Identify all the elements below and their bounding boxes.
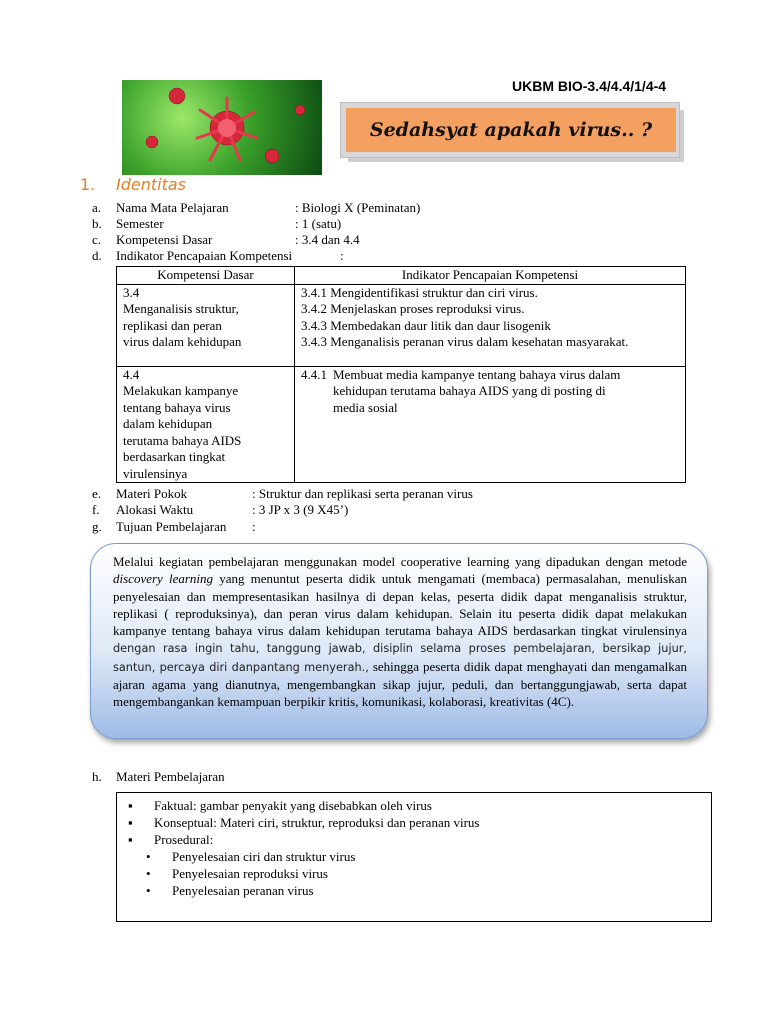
- list-item: • Penyelesaian ciri dan struktur virus: [146, 849, 356, 864]
- list-item: ▪ Konseptual: Materi ciri, struktur, reproduksi dan peranan virus: [128, 815, 480, 830]
- virus-illustration: [122, 80, 322, 175]
- banner-title: Sedahsyat apakah virus.. ?: [346, 108, 676, 152]
- section-title-text: Identitas: [116, 175, 186, 194]
- tujuan-paragraph: Melalui kegiatan pembelajaran menggunakan model cooperative learning yang dipadukan dengan metode discovery learning yang menuntut peserta didik untuk mengamati (membaca) permasalahan, menuliskan penyelesaian dan mempresentasikan hasilnya di depan kelas, peserta didik dapat menganalisis struktur, replikasi ( reproduksinya), dan peran virus dalam kehidupan. Selain itu peserta didik dapat melakukan kampanye tentang bahaya virus dalam kehidupan terutama bahaya AIDS berdasarkan tingkat virulensinya dengan rasa ingin tahu, tanggung jawab, disiplin selama proses pembelajaran, bersikap jujur, santun, percaya diri danpantang menyerah., sehingga peserta didik dapat menghayati dan mengamalkan ajaran agama yang dianutnya, mengembangkan sikap jujur, peduli, dan bertanggungjawab, serta dapat mengembangankan kemampuan berpikir kritis, komunikasi, kolaborasi, kreativitas (4C).: [113, 554, 688, 710]
- identity-row-a: a. Nama Mata Pelajaran : Biologi X (Peminatan): [92, 200, 421, 215]
- square-bullet-icon: ▪: [128, 832, 133, 847]
- detail-row-g: g. Tujuan Pembelajaran :: [92, 519, 256, 534]
- table-header-row: [117, 267, 686, 285]
- indikator-item: 4.4.1 Membuat media kampanye tentang bahaya virus dalam kehidupan terutama bahaya AIDS yang di posting di media sosial: [301, 366, 621, 415]
- round-bullet-icon: •: [146, 849, 151, 864]
- round-bullet-icon: •: [146, 866, 151, 881]
- indikator-cell: [295, 284, 686, 366]
- table-header-kd: Kompetensi Dasar: [117, 267, 295, 285]
- indikator-cell: [295, 366, 686, 483]
- kompetensi-table: [116, 266, 686, 483]
- square-bullet-icon: ▪: [128, 815, 133, 830]
- document-code: UKBM BIO-3.4/4.4/1/4-4: [512, 78, 667, 94]
- indikator-item: 3.4.3 Menganalisis peranan virus dalam kesehatan masyarakat.: [301, 334, 629, 349]
- kd-cell: 3.4Menganalisis struktur, replikasi dan peran virus dalam kehidupan: [117, 284, 295, 366]
- materi-heading: h. Materi Pembelajaran: [92, 769, 225, 784]
- table-row: [117, 284, 686, 366]
- identity-row-d: d. Indikator Pencapaian Kompetensi :: [92, 248, 344, 263]
- square-bullet-icon: ▪: [128, 798, 133, 813]
- materi-list: [128, 797, 479, 899]
- detail-row-e: e. Materi Pokok : Struktur dan replikasi serta peranan virus: [92, 486, 473, 501]
- indikator-item: 3.4.3 Membedakan daur litik dan daur lisogenik: [301, 317, 551, 333]
- list-item: • Penyelesaian reproduksi virus: [146, 866, 328, 881]
- section-number: 1.: [80, 175, 96, 194]
- identity-row-b: b. Semester : 1 (satu): [92, 216, 342, 231]
- table-row: [117, 366, 686, 483]
- table-header-indikator: Indikator Pencapaian Kompetensi: [295, 267, 686, 285]
- indikator-item: 3.4.2 Menjelaskan proses reproduksi virus.: [301, 301, 525, 316]
- identity-row-c: c. Kompetensi Dasar : 3.4 dan 4.4: [92, 232, 360, 247]
- list-item: ▪ Faktual: gambar penyakit yang disebabkan oleh virus: [128, 798, 432, 813]
- kd-cell: 4.4Melakukan kampanye tentang bahaya virus dalam kehidupan terutama bahaya AIDS berdasarkan tingkat virulensinya: [117, 366, 295, 483]
- section-title: [80, 175, 186, 194]
- list-item: ▪ Prosedural:: [128, 832, 214, 847]
- list-item: • Penyelesaian peranan virus: [146, 883, 314, 898]
- indikator-item: 3.4.1 Mengidentifikasi struktur dan ciri virus.: [301, 284, 538, 300]
- round-bullet-icon: •: [146, 883, 151, 898]
- detail-row-f: f. Alokasi Waktu : 3 JP x 3 (9 X45’): [92, 502, 349, 517]
